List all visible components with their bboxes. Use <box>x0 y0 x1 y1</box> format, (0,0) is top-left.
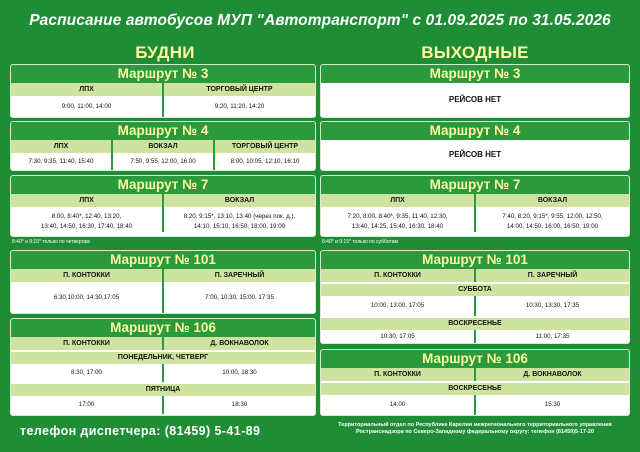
route-title: Маршрут № 106 <box>321 350 629 368</box>
weekend-route-7 <box>320 175 630 237</box>
stop-column <box>321 368 476 381</box>
stop-column <box>11 269 164 314</box>
stop-name: П. КОНТОККИ <box>11 269 162 282</box>
stop-column <box>321 269 476 282</box>
stop-column <box>113 140 215 171</box>
route-title: Маршрут № 4 <box>11 122 315 140</box>
stop-times-line-2: 13:40, 14:50, 16:30, 17:40, 18:40 <box>11 222 162 232</box>
weekday-route-7 <box>10 175 316 237</box>
stop-times-line-1: 7:40, 8:20, 9:15*, 9:55, 12:00, 12:50, <box>476 207 629 222</box>
page-title: Расписание автобусов МУП "Автотранспорт" с 01.09.2025 по 31.05.2026 <box>29 12 611 29</box>
stop-times: 8:30, 17:00 <box>11 364 164 382</box>
weekend-route-101 <box>320 250 630 344</box>
route-7-note: 8:40* и 9:15* только по субботам <box>322 239 398 245</box>
stop-name: ВОКЗАЛ <box>164 194 315 207</box>
stop-name: ТОРГОВЫЙ ЦЕНТР <box>215 140 315 153</box>
stop-name: ЛПХ <box>11 194 162 207</box>
stop-column <box>321 194 476 232</box>
weekday-route-4 <box>10 121 316 171</box>
weekday-route-101 <box>10 250 316 314</box>
stop-column <box>164 337 315 350</box>
stop-times: 10:30, 17:05 <box>321 330 476 344</box>
stop-times: 7:00, 10:30, 15:00, 17:35 <box>164 282 315 314</box>
route-title: Маршрут № 101 <box>321 251 629 269</box>
stop-name: П. КОНТОККИ <box>11 337 162 350</box>
weekday-route-106 <box>10 318 316 416</box>
stop-column <box>215 140 315 171</box>
day-band: ВОСКРЕСЕНЬЕ <box>321 318 629 330</box>
stop-column <box>476 194 629 232</box>
stop-times-line-2: 13:40, 14:25, 15:40, 16:30, 18:40 <box>321 222 474 232</box>
day-band: ПЯТНИЦА <box>11 384 315 396</box>
stop-column <box>11 194 164 232</box>
stop-name: Д. ВОКНАВОЛОК <box>476 368 629 381</box>
footer-line-1: Территориальный отдел по Республике Карелия межрегионального территориального управления <box>338 422 612 428</box>
stop-name: ВОКЗАЛ <box>476 194 629 207</box>
weekend-route-4 <box>320 121 630 171</box>
stop-name: ЛПХ <box>11 83 162 96</box>
stop-times: 9:20, 11:20, 14:20 <box>164 96 315 118</box>
stop-times-line-2: 14:00, 14:50, 16:00, 16:50, 19:00 <box>476 222 629 232</box>
stop-name: Д. ВОКНАВОЛОК <box>164 337 315 350</box>
stop-name: П. КОНТОККИ <box>321 269 474 282</box>
day-band: СУББОТА <box>321 284 629 296</box>
stop-column <box>476 368 629 381</box>
stop-name: П. КОНТОККИ <box>321 368 474 381</box>
route-7-note: 8:40* и 9:15* только по четвергам <box>12 239 90 245</box>
stop-times: 10:00, 13:00, 17:05 <box>321 296 476 316</box>
stop-column <box>164 269 315 314</box>
route-title: Маршрут № 7 <box>11 176 315 194</box>
dispatcher-phone: телефон диспетчера: (81459) 5-41-89 <box>20 424 261 438</box>
weekday-route-3 <box>10 64 316 118</box>
stop-times: 14:00 <box>321 395 476 415</box>
stop-column <box>11 337 164 350</box>
stop-times: 18:30 <box>164 396 315 414</box>
stop-column <box>11 140 113 171</box>
stop-times-line-1: 7:20, 8:00, 8:40*, 9:35, 11:40, 12:30, <box>321 207 474 222</box>
stop-times: 15:30 <box>476 395 629 415</box>
stop-name: ЛПХ <box>321 194 474 207</box>
weekend-heading: ВЫХОДНЫЕ <box>421 43 529 62</box>
stop-name: ЛПХ <box>11 140 111 153</box>
route-title: Маршрут № 4 <box>321 122 629 140</box>
stop-column <box>164 194 315 232</box>
stop-times: 7:30, 9:35, 11:40, 15:40 <box>11 153 111 171</box>
footer-line-2: Ространснадзора по Северо-Западному федеральному округу: телефон (81459)5-17-20 <box>356 429 594 435</box>
weekend-route-106 <box>320 349 630 416</box>
route-title: Маршрут № 3 <box>11 65 315 83</box>
route-title: Маршрут № 7 <box>321 176 629 194</box>
stop-name: ВОКЗАЛ <box>113 140 213 153</box>
stop-times: 6:30,10:00, 14:30,17:05 <box>11 282 162 314</box>
stop-times: 11:00, 17:35 <box>476 330 629 344</box>
stop-name: П. ЗАРЕЧНЫЙ <box>476 269 629 282</box>
route-title: Маршрут № 3 <box>321 65 629 83</box>
stop-times: 17:00 <box>11 396 164 414</box>
weekdays-heading: БУДНИ <box>135 43 195 62</box>
stop-times: 7:50, 9:55, 12:00, 16:00 <box>113 153 213 171</box>
stop-times: 10:00, 18:30 <box>164 364 315 382</box>
stop-name: П. ЗАРЕЧНЫЙ <box>164 269 315 282</box>
stop-times-line-1: 8:20, 9:15*, 13:10, 13:40 (через пок. д.), <box>164 207 315 222</box>
no-trips-label: РЕЙСОВ НЕТ <box>448 95 502 104</box>
stop-times-line-1: 8:00, 8:40*, 12:40, 13:20, <box>11 207 162 222</box>
stop-column <box>164 83 315 118</box>
stop-times-line-2: 14:10, 15:10, 16:50, 18:00, 19:00 <box>164 222 315 232</box>
stop-name: ТОРГОВЫЙ ЦЕНТР <box>164 83 315 96</box>
route-title: Маршрут № 106 <box>11 319 315 337</box>
stop-times: 10:30, 13:30, 17:35 <box>476 296 629 316</box>
stop-times: 9:00, 11:00, 14:00 <box>11 96 162 118</box>
weekend-route-3 <box>320 64 630 118</box>
day-band: ПОНЕДЕЛЬНИК, ЧЕТВЕРГ <box>11 352 315 364</box>
stop-column <box>11 83 164 118</box>
footer-notice <box>320 422 630 436</box>
no-trips-label: РЕЙСОВ НЕТ <box>448 150 502 159</box>
stop-times: 8:00, 10:05, 12:10, 16:10 <box>215 153 315 171</box>
route-title: Маршрут № 101 <box>11 251 315 269</box>
day-band: ВОСКРЕСЕНЬЕ <box>321 383 629 395</box>
stop-column <box>476 269 629 282</box>
